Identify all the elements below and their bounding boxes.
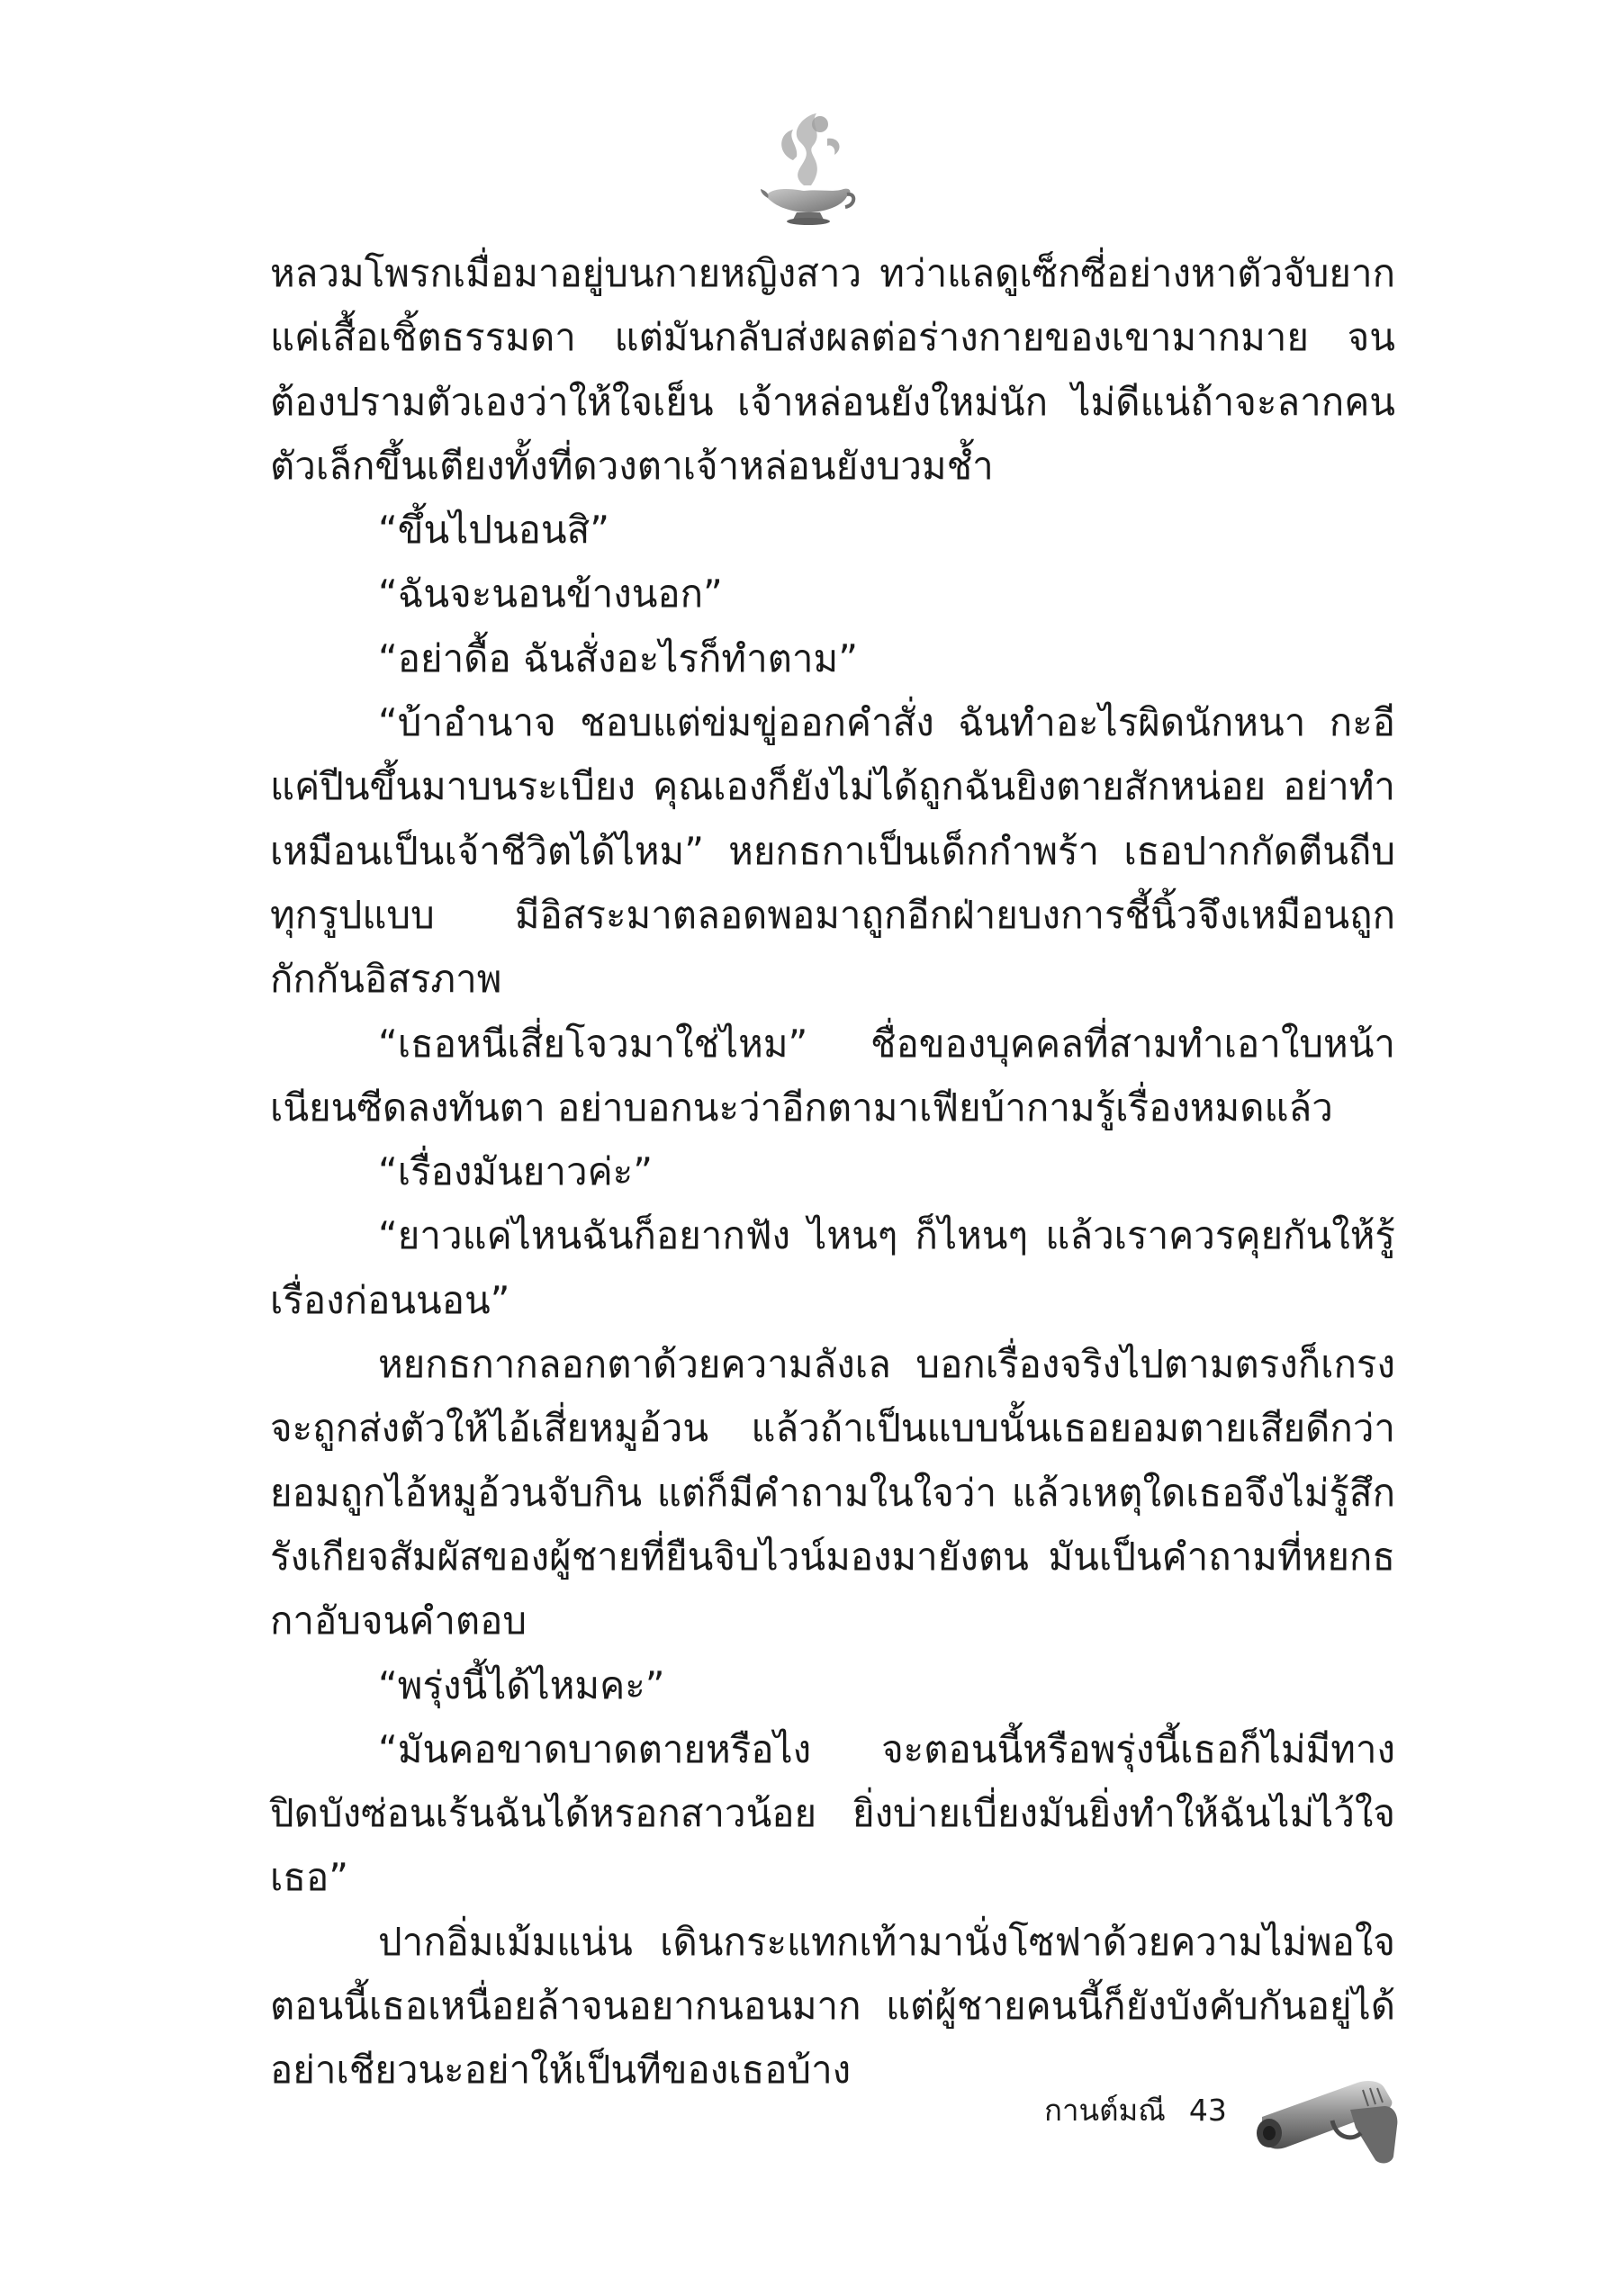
paragraph: “บ้าอำนาจ ชอบแต่ข่มขู่ออกคำสั่ง ฉันทำอะไรผิดนักหนา กะอีแค่ปีนขึ้นมาบนระเบียง คุณเองก็ยังไม่ได้ถูกฉันยิงตายสักหน่อย อย่าทำเหมือนเป็นเจ้าชีวิตได้ไหม” หยกธกาเป็นเด็กกำพร้า เธอปากกัดตีนถีบทุกรูปแบบ มีอิสระมาตลอดพอมาถูกอีกฝ่ายบงการชี้นิ้วจึงเหมือนถูกกักกันอิสรภาพ	[270, 700, 1395, 1002]
page-number: 43	[1188, 2093, 1227, 2128]
dialogue-line: “พรุ่งนี้ได้ไหมคะ”	[378, 1662, 665, 1707]
dialogue-line: “ฉันจะนอนข้างนอก”	[378, 572, 723, 617]
paragraph: “ยาวแค่ไหนฉันก็อยากฟัง ไหนๆ ก็ไหนๆ แล้วเราควรคุยกันให้รู้เรื่องก่อนนอน”	[270, 1213, 1395, 1322]
paragraph: ปากอิ่มเม้มแน่น เดินกระแทกเท้ามานั่งโซฟาด้วยความไม่พอใจ ตอนนี้เธอเหนื่อยล้าจนอยากนอนมาก แต่ผู้ชายคนนี้ก็ยังบังคับกันอยู่ได้ อย่าเชียวนะอย่าให้เป็นทีของเธอบ้าง	[270, 1919, 1395, 2093]
footer-text	[1044, 2088, 1227, 2133]
author-name: กานต์มณี	[1044, 2093, 1166, 2128]
paragraph: “เธอหนีเสี่ยโจวมาใช่ไหม” ชื่อของบุคคลที่สามทำเอาใบหน้าเนียนซีดลงทันตา อย่าบอกนะว่าอีกตามาเฟียบ้ากามรู้เรื่องหมดแล้ว	[270, 1021, 1395, 1130]
genie-lamp-icon	[757, 106, 856, 228]
paragraph: หลวมโพรกเมื่อมาอยู่บนกายหญิงสาว ทว่าแลดูเซ็กซี่อย่างหาตัวจับยาก แค่เสื้อเชิ้ตธรรมดา แต่มันกลับส่งผลต่อร่างกายของเขามากมาย จนต้องปรามตัวเองว่าให้ใจเย็น เจ้าหล่อนยังใหม่นัก ไม่ดีแน่ถ้าจะลากคนตัวเล็กขึ้นเตียงทั้งที่ดวงตาเจ้าหล่อนยังบวมช้ำ	[270, 251, 1395, 488]
body-text	[270, 241, 1395, 2102]
dialogue-line: “เรื่องมันยาวค่ะ”	[378, 1149, 653, 1194]
paragraph: “มันคอขาดบาดตายหรือไง จะตอนนี้หรือพรุ่งนี้เธอก็ไม่มีทางปิดบังซ่อนเร้นฉันได้หรอกสาวน้อย ยิ่งบ่ายเบี่ยงมันยิ่งทำให้ฉันไม่ไว้ใจเธอ”	[270, 1726, 1395, 1900]
dialogue-line: “ขึ้นไปนอนสิ”	[378, 508, 610, 553]
page-footer	[1008, 2070, 1422, 2151]
pistol-icon	[1249, 2070, 1402, 2169]
paragraph: หยกธกากลอกตาด้วยความลังเล บอกเรื่องจริงไปตามตรงก็เกรงจะถูกส่งตัวให้ไอ้เสี่ยหมูอ้วน แล้วถ้าเป็นแบบนั้นเธอยอมตายเสียดีกว่ายอมถูกไอ้หมูอ้วนจับกิน แต่ก็มีคำถามในใจว่า แล้วเหตุใดเธอจึงไม่รู้สึกรังเกียจสัมผัสของผู้ชายที่ยืนจิบไวน์มองมายังตน มันเป็นคำถามที่หยกธกาอับจนคำตอบ	[270, 1342, 1395, 1643]
dialogue-line: “อย่าดื้อ ฉันสั่งอะไรก็ทำตาม”	[378, 635, 858, 680]
